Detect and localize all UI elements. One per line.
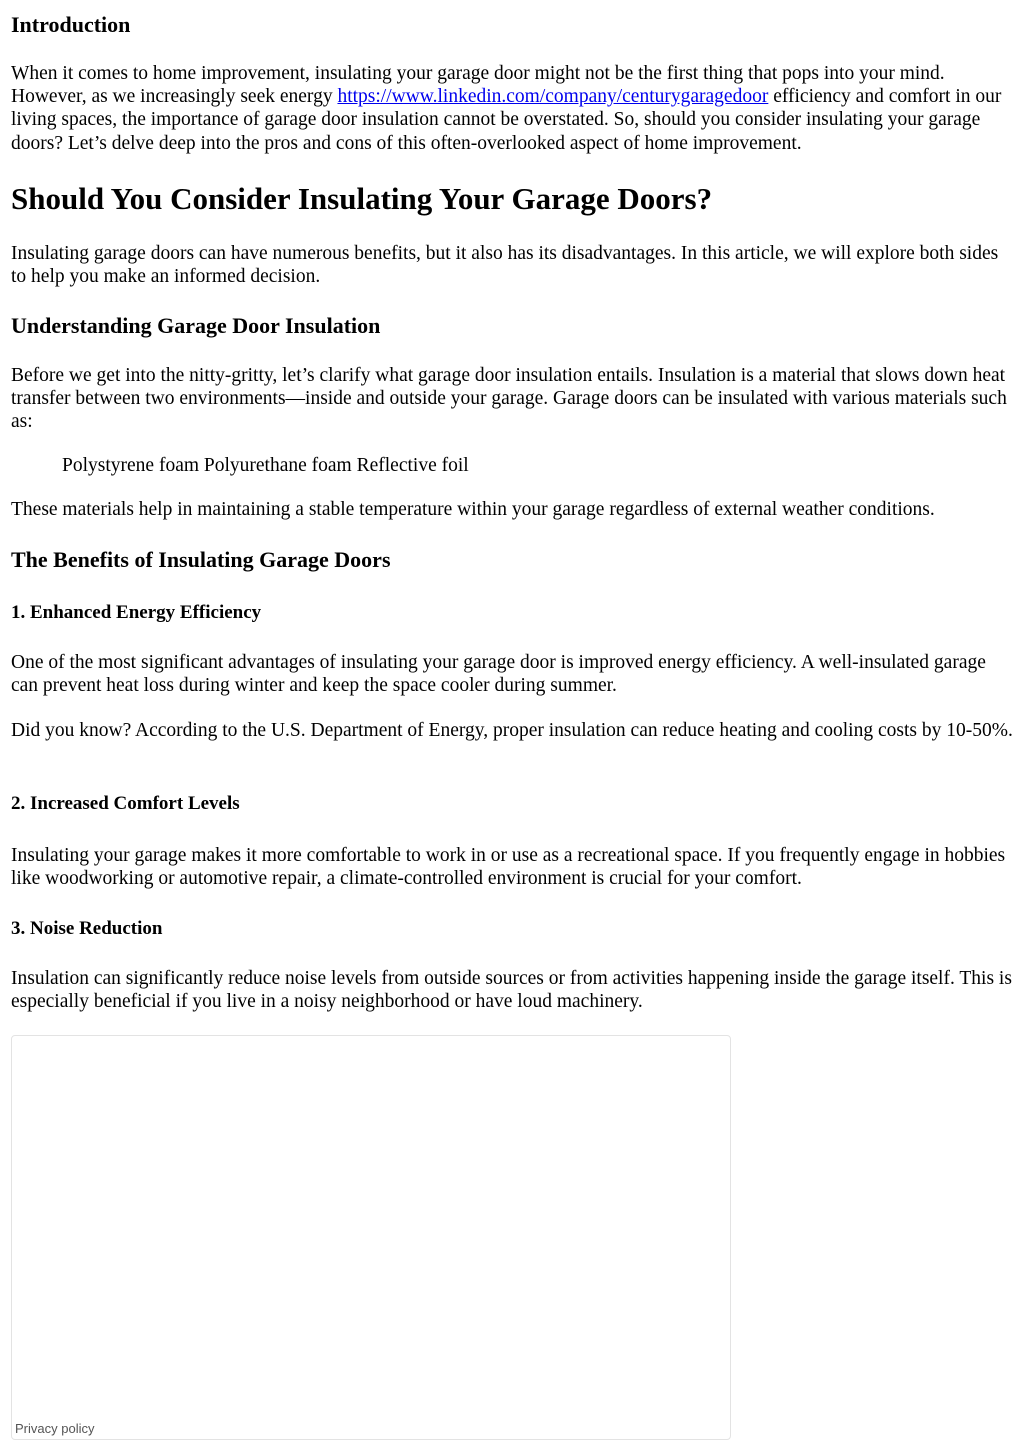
privacy-policy-link[interactable]: Privacy policy [15,1421,95,1436]
intro-text-before-link: When it comes to home improvement, insulating your garage door might not be the first thing that pops into your mind. However, as we increasingly seek energy [11,63,945,108]
benefit-paragraph-noise: Insulation can significantly reduce noise levels from outside sources or from activities happening inside the garage itself. This is especially beneficial if you live in a noisy neighborhood or have loud machinery. [11,968,1012,1013]
intro-text-after-link: efficiency and comfort in our living spaces, the importance of garage door insulation cannot be overstated. So, should you consider insulating your garage doors? Let’s delve deep into the pros and cons of this often-overlooked aspect of home improvement. [11,86,1002,154]
benefit-paragraph-energy: One of the most significant advantages of insulating your garage door is improved energy efficiency. A well-insulated garage can prevent heat loss during winter and keep the space cooler during summer. [11,652,986,697]
understanding-paragraph: Before we get into the nitty-gritty, let’s clarify what garage door insulation entails. Insulation is a material that slows down heat transfer between two environments—inside and outside your garage. Garage doors can be insulated with various materials such as: [11,365,1007,433]
benefit-title-comfort: 2. Increased Comfort Levels [11,793,240,814]
embedded-media-frame[interactable] [11,1035,731,1440]
intro-heading: Introduction [11,12,131,37]
page-title: Should You Consider Insulating Your Garage Doors? [11,181,713,216]
understanding-heading: Understanding Garage Door Insulation [11,313,381,338]
main-paragraph: Insulating garage doors can have numerous benefits, but it also has its disadvantages. In this article, we will explore both sides to help you make an informed decision. [11,243,999,288]
linkedin-link[interactable]: https://www.linkedin.com/company/centurygaragedoor [337,86,769,108]
benefit-paragraph-comfort: Insulating your garage makes it more comfortable to work in or use as a recreational space. If you frequently engage in hobbies like woodworking or automotive repair, a climate-controlled environment is crucial for your comfort. [11,845,1006,890]
benefit-title-energy: 1. Enhanced Energy Efficiency [11,602,262,623]
intro-paragraph [11,62,1013,155]
materials-list: Polystyrene foam Polyurethane foam Reflective foil [62,455,469,476]
benefit-title-noise: 3. Noise Reduction [11,918,163,939]
benefit-fact-energy: Did you know? According to the U.S. Department of Energy, proper insulation can reduce heating and cooling costs by 10-50%. [11,720,1013,741]
benefits-heading: The Benefits of Insulating Garage Doors [11,547,391,572]
materials-paragraph: These materials help in maintaining a stable temperature within your garage regardless of external weather conditions. [11,499,935,520]
